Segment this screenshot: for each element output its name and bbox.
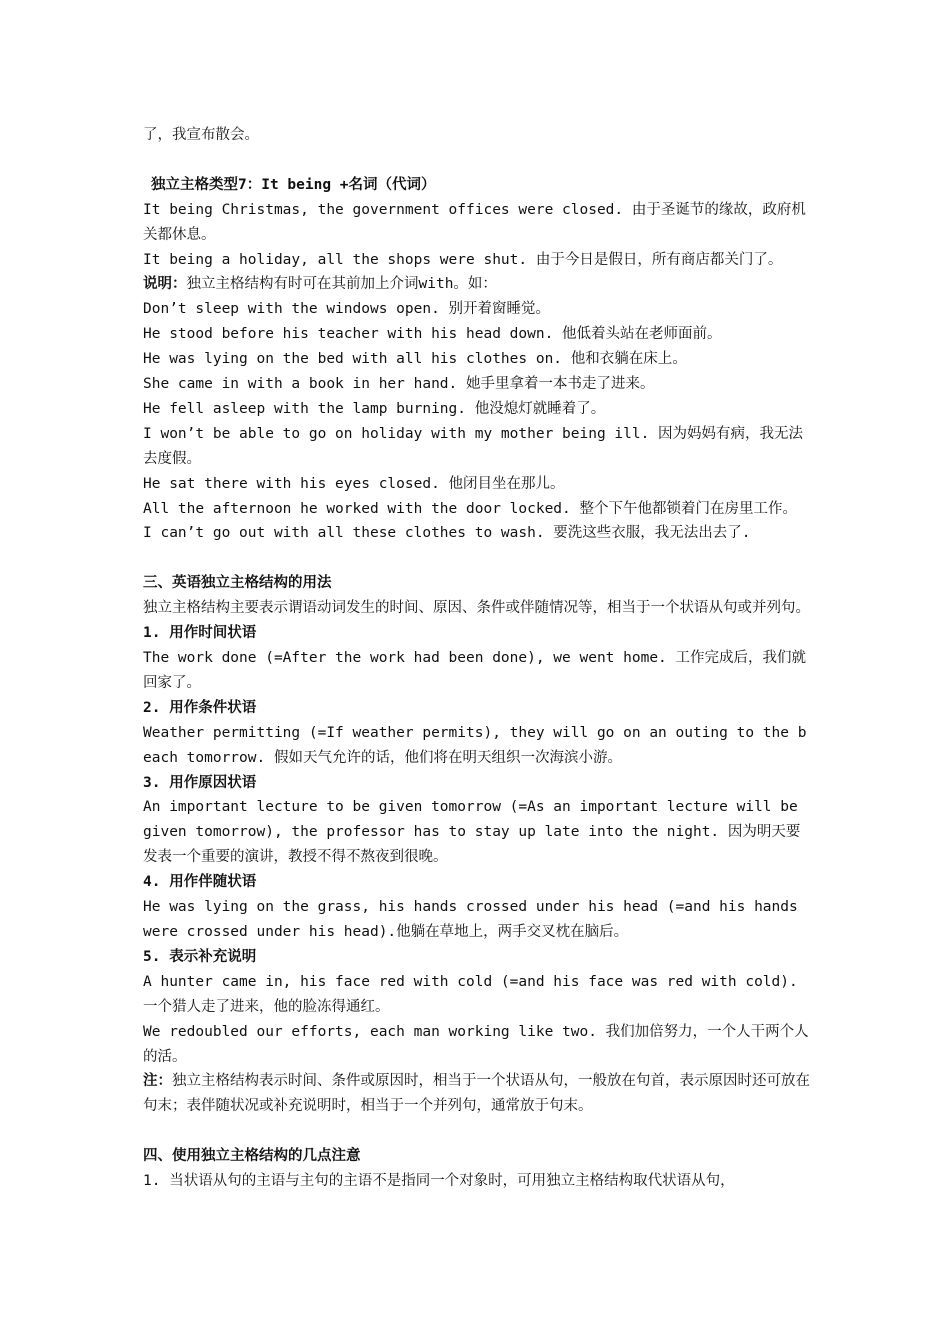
example-paragraph: I can’t go out with all these clothes to wash. 要洗这些衣服，我无法出去了. [143,525,751,542]
usage-example: An important lecture to be given tomorrow (=As an important lecture will be given tomorrow), the professor has to stay up late into the night. 因为明天要发表一个重要的演讲，教授不得不熬夜到很晚。 [143,799,807,866]
example-paragraph: He sat there with his eyes closed. 他闭目坐在那儿。 [143,475,565,492]
example-paragraph: She came in with a book in her hand. 她手里拿着一本书走了进来。 [143,376,655,393]
note-label: 注： [143,1073,172,1090]
usage-title: 2. 用作条件状语 [143,699,257,716]
usage-example: A hunter came in, his face red with cold (=and his face was red with cold). 一个猎人走了进来，他的脸冻得通红。 [143,973,807,1015]
section4-heading: 四、使用独立主格结构的几点注意 [143,1148,361,1165]
note-label: 说明： [143,276,187,293]
usage-example: Weather permitting (=If weather permits), they will go on an outing to the beach tomorrow. 假如天气允许的话，他们将在明天组织一次海滨小游。 [143,724,807,766]
spacer [143,1119,811,1144]
section4-item: 1. 当状语从句的主语与主句的主语不是指同一个对象时，可用独立主格结构取代状语从句， [143,1173,735,1190]
example-paragraph: It being a holiday, all the shops were shut. 由于今日是假日，所有商店都关门了。 [143,251,783,268]
usage-title: 4. 用作伴随状语 [143,874,257,891]
intro-tail: 了，我宣布散会。 [143,127,259,143]
type7-heading: 独立主格类型7：It being +名词（代词） [151,176,436,193]
section3-intro: 独立主格结构主要表示谓语动词发生的时间、原因、条件或伴随情况等，相当于一个状语从句或并列句。 [143,600,810,617]
example-paragraph: He was lying on the bed with all his clothes on. 他和衣躺在床上。 [143,351,687,368]
spacer [143,546,811,571]
note-text: 独立主格结构表示时间、条件或原因时，相当于一个状语从句，一般放在句首，表示原因时还可放在句末；表伴随状况或补充说明时，相当于一个并列句，通常放于句末。 [143,1073,810,1115]
usage-example: The work done (=After the work had been done), we went home. 工作完成后，我们就回家了。 [143,650,807,691]
note-text: 独立主格结构有时可在其前加上介词with。如： [186,276,497,293]
spacer [143,148,811,173]
section3-heading: 三、英语独立主格结构的用法 [143,575,332,592]
example-paragraph: All the afternoon he worked with the door locked. 整个下午他都锁着门在房里工作。 [143,500,797,517]
usage-title: 3. 用作原因状语 [143,774,257,791]
usage-title: 5. 表示补充说明 [143,948,257,965]
usage-title: 1. 用作时间状语 [143,625,257,642]
example-paragraph: He fell asleep with the lamp burning. 他没熄灯就睡着了。 [143,400,606,417]
note-paragraph [143,272,811,297]
example-paragraph: I won’t be able to go on holiday with my mother being ill. 因为妈妈有病，我无法去度假。 [143,425,804,467]
usage-example: He was lying on the grass, his hands crossed under his head (=and his hands were crossed under his head).他躺在草地上，两手交叉枕在脑后。 [143,899,807,940]
section3-note [143,1069,811,1119]
example-paragraph: He stood before his teacher with his head down. 他低着头站在老师面前。 [143,326,722,343]
document-page [143,123,811,1194]
example-paragraph: It being Christmas, the government offices were closed. 由于圣诞节的缘故，政府机关都休息。 [143,201,806,243]
example-paragraph: Don’t sleep with the windows open. 别开着窗睡觉。 [143,301,551,318]
usage-example: We redoubled our efforts, each man working like two. 我们加倍努力，一个人干两个人的活。 [143,1023,809,1065]
